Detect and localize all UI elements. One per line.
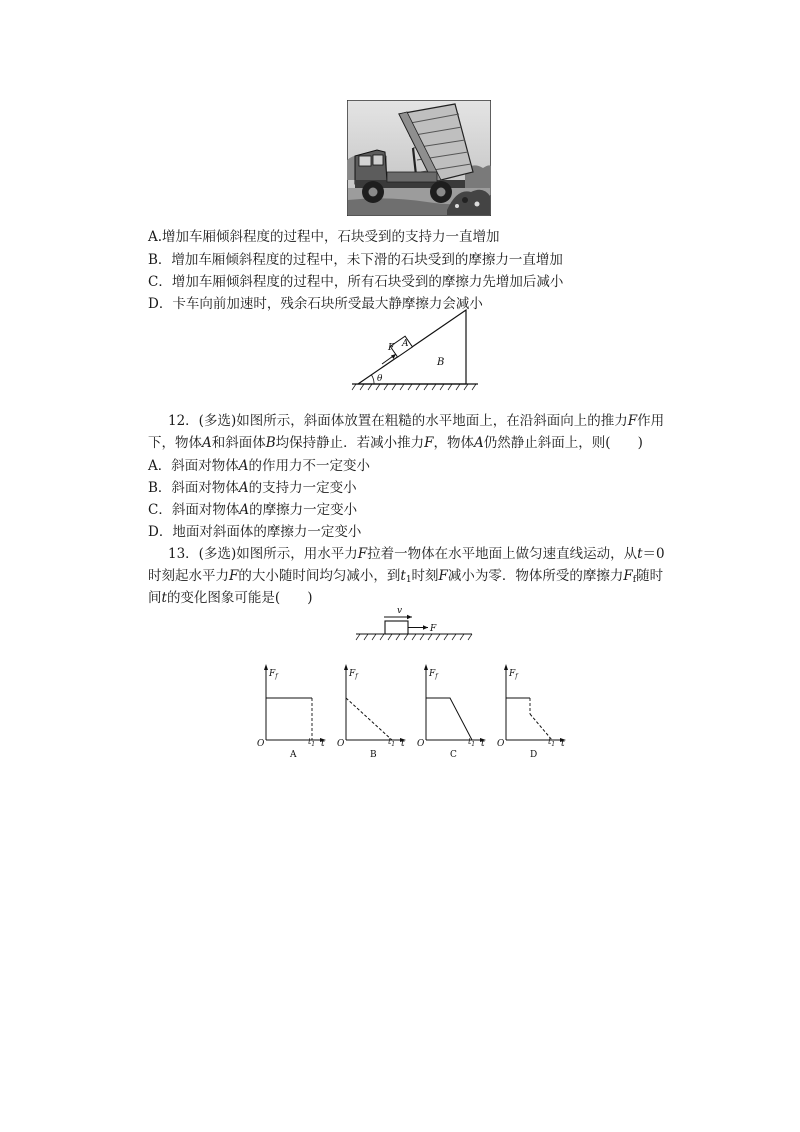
force-f-label: F — [388, 343, 395, 353]
svg-text:Ff: $F_f$ — [349, 669, 358, 680]
q12-option-b: B．斜面对物体A的支持力一定变小 — [148, 480, 357, 496]
block-on-floor-figure — [352, 604, 476, 642]
svg-text:D: D — [530, 750, 538, 760]
q13-stem-line1: 13．(多选)如图所示，用水平力F拉着一物体在水平地面上做匀速直线运动，从t＝0 — [168, 546, 665, 562]
svg-text:Ff: $F_f$ — [509, 669, 518, 680]
force-f-arrow-label: F — [430, 624, 437, 634]
block-a-label: A — [402, 339, 409, 349]
q13-stem-line2: 时刻起水平力F的大小随时间均匀减小，到$t_1$时刻F减小为零．物体所受的摩擦力$F_f$随时 — [148, 568, 664, 585]
q12-option-c: C．斜面对物体A的摩擦力一定变小 — [148, 502, 358, 518]
svg-text:O: O — [417, 739, 425, 749]
svg-text:t: t — [401, 739, 405, 749]
angle-theta-label: θ — [377, 374, 383, 384]
q13-stem-line3: 间t的变化图象可能是( ) — [148, 590, 313, 606]
svg-text:t1: $t_1$ — [548, 737, 556, 748]
svg-text:A: A — [290, 750, 297, 760]
svg-text:t: t — [561, 739, 565, 749]
svg-text:Ff: $F_f$ — [429, 669, 438, 680]
svg-text:B: B — [370, 750, 377, 760]
q12-stem-line2: 下，物体A和斜面体B均保持静止．若减小推力F，物体A仍然静止斜面上，则( ) — [148, 435, 643, 451]
graph-a — [256, 660, 328, 760]
incline-figure — [348, 306, 482, 394]
q11-option-b: B．增加车厢倾斜程度的过程中，未下滑的石块受到的摩擦力一直增加 — [148, 252, 563, 268]
graph-c — [416, 660, 488, 760]
svg-text:Ff: $F_f$ — [269, 669, 278, 680]
graph-b — [336, 660, 408, 760]
svg-text:O: O — [337, 739, 345, 749]
svg-text:O: O — [257, 739, 265, 749]
svg-text:t1: $t_1$ — [388, 737, 396, 748]
q11-option-d: D．卡车向前加速时，残余石块所受最大静摩擦力会减小 — [148, 296, 483, 312]
svg-text:C: C — [450, 750, 457, 760]
svg-text:t: t — [321, 739, 325, 749]
q11-option-a: A.增加车厢倾斜程度的过程中，石块受到的支持力一直增加 — [148, 229, 500, 245]
q11-option-c: C．增加车厢倾斜程度的过程中，所有石块受到的摩擦力先增加后减小 — [148, 274, 564, 290]
q12-stem-line1: 12．(多选)如图所示，斜面体放置在粗糙的水平地面上，在沿斜面向上的推力F作用 — [168, 413, 665, 429]
svg-text:O: O — [497, 739, 505, 749]
q12-option-d: D．地面对斜面体的摩擦力一定变小 — [148, 524, 362, 540]
q12-option-a: A．斜面对物体A的作用力不一定变小 — [148, 458, 370, 474]
velocity-v-label: v — [397, 606, 403, 616]
svg-text:t1: $t_1$ — [308, 737, 316, 748]
svg-text:t: t — [481, 739, 485, 749]
svg-text:t1: $t_1$ — [468, 737, 476, 748]
graph-d — [496, 660, 568, 760]
dump-truck-photo — [347, 100, 491, 216]
wedge-b-label: B — [437, 357, 445, 368]
